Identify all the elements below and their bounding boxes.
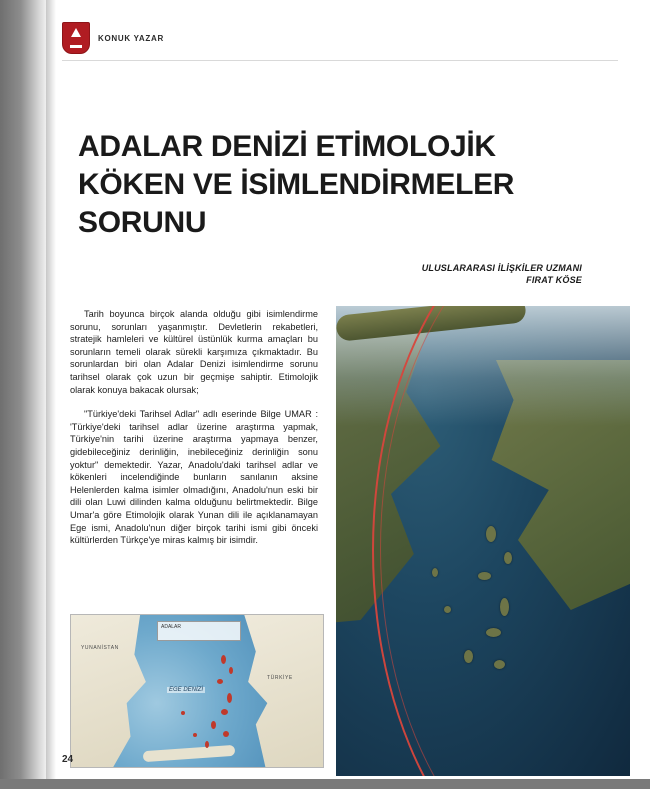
map-legend: ADALAR bbox=[157, 621, 241, 641]
map-island-marker bbox=[229, 667, 233, 674]
map-island-marker bbox=[223, 731, 229, 737]
shield-logo-icon bbox=[62, 22, 90, 54]
map-island-marker bbox=[181, 711, 185, 715]
map-island-marker bbox=[211, 721, 216, 729]
map-island-marker bbox=[217, 679, 223, 684]
map-island-marker bbox=[221, 655, 226, 664]
map-label-sea: EGE DENİZİ bbox=[169, 687, 204, 693]
page-number: 24 bbox=[62, 754, 74, 765]
page-bottom-shadow bbox=[0, 779, 650, 789]
map-island-marker bbox=[193, 733, 197, 737]
map-island-marker bbox=[227, 693, 232, 703]
aegean-islands-map bbox=[70, 614, 324, 768]
header-section-label: KONUK YAZAR bbox=[98, 33, 164, 43]
paragraph: Tarih boyunca birçok alanda olduğu gibi isimlendirme sorunu, sorunları yaşanmıştır. Devletlerin rekabetleri, stratejik hamleleri ve kültürel üstünlük kurma amaçları bu sorunların temeli olarak sürekli karşımıza çıkmaktadır. Bu sorunlardan biri olan Adalar Denizi isimlendirme sorunu tarihsel olarak çok uzun bir geçmişe sahiptir. Etimolojik olarak konuya bakacak olursak; bbox=[70, 309, 318, 395]
article-title: ADALAR DENİZİ ETİMOLOJİK KÖKEN VE İSİMLENDİRMELER SORUNU bbox=[78, 130, 515, 239]
article-body-column bbox=[70, 308, 318, 559]
paragraph: "Türkiye'deki Tarihsel Adlar" adlı eserinde Bilge UMAR : 'Türkiye'deki tarihsel adlar üzerine araştırma yapmak, Türkiye'nin tarihi üzerine araştırma yapmaya benzer, gidebileceğiniz derinliğin, inebileceğiniz derinliğin sonu yoktur" demektedir. Yazar, Anadolu'daki tarihsel adlar ve kökenleri incelendiğinde bunların sanılanın aksine Helenlerden kalma isimler olmadığını, Anadolu'nun eski bir dili olan Luwi dilinden kalma olduğunu belirtmektedir. Bilge Umar'a göre Etimolojik olarak Yunan dili ile açıklanamayan Ege ismi, Anadolu'nun diğer birçok tarihi ismi gibi önceki kültürlerden Türkçe'ye miras kalmış bir isimdir. bbox=[70, 409, 318, 546]
page-header bbox=[62, 22, 164, 54]
map-label-turkey: TÜRKİYE bbox=[267, 675, 293, 681]
satellite-arc-annotation-secondary bbox=[380, 306, 630, 776]
article-byline bbox=[282, 262, 582, 286]
aegean-satellite-photo bbox=[336, 306, 630, 776]
author-name: FIRAT KÖSE bbox=[526, 275, 582, 285]
author-role: ULUSLARARASI İLİŞKİLER UZMANI bbox=[421, 263, 582, 273]
map-island-marker bbox=[221, 709, 228, 715]
map-island-marker bbox=[205, 741, 209, 748]
header-divider bbox=[62, 60, 618, 61]
page-gutter bbox=[0, 0, 46, 789]
page-edge-shadow bbox=[46, 0, 56, 789]
map-label-greece: YUNANİSTAN bbox=[81, 645, 119, 651]
